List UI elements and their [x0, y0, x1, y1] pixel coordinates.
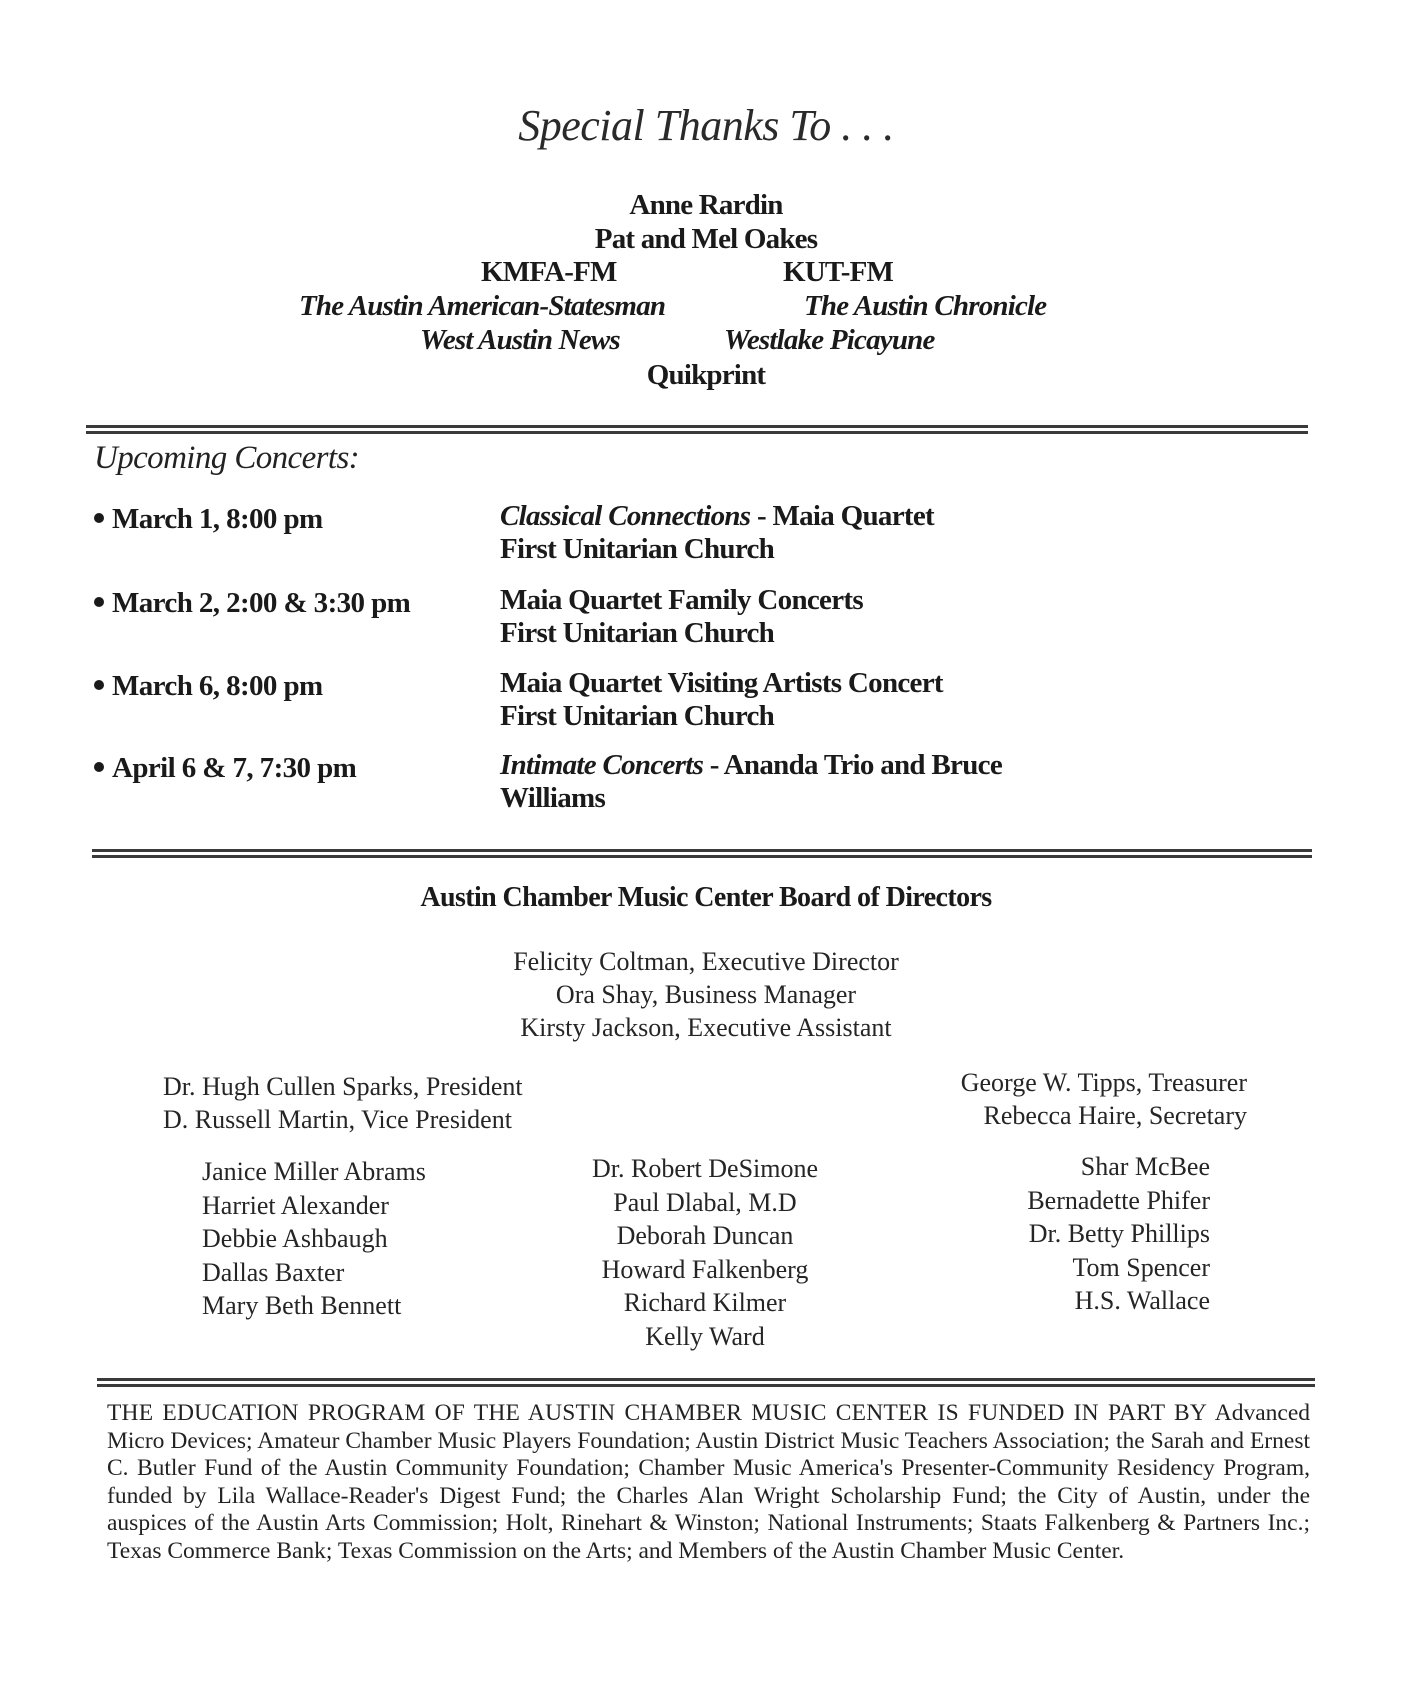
board-member: Janice Miller Abrams — [202, 1157, 426, 1186]
board-member: Mary Beth Bennett — [202, 1291, 402, 1320]
funding-paragraph — [107, 1400, 1310, 1565]
concert-date-text: March 6, 8:00 pm — [112, 670, 323, 702]
board-member: Dallas Baxter — [202, 1257, 345, 1287]
bullet-icon — [94, 597, 104, 607]
board-member: Deborah Duncan — [616, 1221, 794, 1250]
concert-item — [94, 752, 356, 785]
funding-lead: THE EDUCATION PROGRAM OF THE AUSTIN CHAMBER MUSIC CENTER IS FUNDED IN PART BY — [107, 1400, 1208, 1426]
concert-series: Classical Connections — [500, 500, 751, 532]
concert-date — [94, 752, 356, 785]
concert-date-text: March 1, 8:00 pm — [112, 503, 323, 535]
concert-date-text: March 2, 2:00 & 3:30 pm — [112, 587, 411, 619]
upcoming-concerts-heading: Upcoming Concerts: — [94, 440, 360, 476]
staff-member: Felicity Coltman, Executive Director — [513, 947, 899, 976]
concert-date — [94, 670, 323, 703]
board-member: Dr. Robert DeSimone — [591, 1154, 819, 1183]
concert-venue: First Unitarian Church — [500, 700, 775, 732]
board-member: Howard Falkenberg — [601, 1254, 809, 1284]
board-member: Dr. Betty Phillips — [1028, 1219, 1210, 1248]
board-member: Kelly Ward — [645, 1321, 765, 1351]
thanks-sponsor: KUT-FM — [783, 256, 894, 288]
thanks-sponsor: Quikprint — [646, 359, 766, 391]
board-member: Harriet Alexander — [202, 1190, 389, 1220]
concert-title — [500, 667, 943, 700]
concert-item — [94, 587, 410, 620]
officer: George W. Tipps, Treasurer — [960, 1068, 1247, 1097]
thanks-line — [0, 188, 1412, 222]
concert-date — [94, 503, 323, 536]
concert-details — [500, 749, 1002, 815]
concert-performer: - Ananda Trio and Bruce — [703, 749, 1002, 781]
board-member: Bernadette Phifer — [1027, 1185, 1210, 1215]
officer: Dr. Hugh Cullen Sparks, President — [163, 1072, 523, 1101]
concert-venue: First Unitarian Church — [500, 533, 775, 565]
section-divider — [97, 1378, 1315, 1387]
concert-item — [94, 503, 323, 536]
special-thanks-title: Special Thanks To . . . — [518, 101, 894, 150]
concert-performer: Maia Quartet Family Concerts — [500, 584, 863, 616]
section-divider — [92, 849, 1312, 858]
board-member: Richard Kilmer — [623, 1288, 787, 1317]
bullet-icon — [94, 513, 104, 523]
concert-details — [500, 584, 863, 650]
thanks-line — [0, 358, 1412, 392]
concert-venue: First Unitarian Church — [500, 617, 775, 649]
board-member: Shar McBee — [1080, 1152, 1210, 1181]
officer: D. Russell Martin, Vice President — [163, 1105, 512, 1134]
concert-title — [500, 584, 863, 617]
bullet-icon — [94, 680, 104, 690]
concert-date — [94, 587, 410, 620]
section-divider — [86, 425, 1308, 434]
members-column-1 — [202, 1155, 426, 1323]
board-member: H.S. Wallace — [1074, 1286, 1210, 1315]
funding-text: Advanced Micro Devices; Amateur Chamber Music Players Foundation; Austin District Music Teachers Association; the Sarah and Ernest C. Butler Fund of the Austin Community Foundation; Chamber Music America's Presenter-Community Residency Program, funded by Lila Wallace-Reader's Digest Fund; the Charles Alan Wright Scholarship Fund; the City of Austin, under the auspices of the Austin Arts Commission; Holt, Rinehart & Winston; National Instruments; Staats Falkenberg & Partners Inc.; Texas Commerce Bank; Texas Commission on the Arts; and Members of the Austin Chamber Music Center. — [107, 1400, 1310, 1564]
concert-performer: Maia Quartet Visiting Artists Concert — [500, 667, 943, 699]
thanks-sponsor: The Austin Chronicle — [804, 290, 1047, 322]
concert-series: Intimate Concerts — [500, 749, 704, 781]
thanks-name: Pat and Mel Oakes — [594, 223, 818, 255]
staff-member: Ora Shay, Business Manager — [555, 980, 857, 1009]
concert-venue: Williams — [500, 782, 606, 814]
concert-item — [94, 670, 323, 703]
thanks-sponsor: Westlake Picayune — [724, 324, 935, 356]
concert-details — [500, 667, 943, 733]
board-title: Austin Chamber Music Center Board of Directors — [420, 882, 992, 913]
thanks-sponsor: West Austin News — [420, 324, 620, 356]
officers-right — [961, 1066, 1247, 1132]
officers-left — [163, 1070, 523, 1136]
concert-date-text: April 6 & 7, 7:30 pm — [112, 752, 357, 784]
thanks-sponsor: KMFA-FM — [481, 256, 617, 288]
concert-performer: - Maia Quartet — [750, 500, 934, 532]
concert-title — [500, 500, 934, 533]
board-member: Debbie Ashbaugh — [202, 1224, 388, 1253]
thanks-line — [0, 222, 1412, 256]
staff-member: Kirsty Jackson, Executive Assistant — [520, 1013, 892, 1042]
staff-list — [0, 945, 1412, 1044]
members-column-3 — [1027, 1150, 1210, 1318]
officer: Rebecca Haire, Secretary — [983, 1101, 1247, 1130]
members-column-2 — [545, 1152, 865, 1353]
concert-details — [500, 500, 934, 566]
concert-title — [500, 749, 1002, 782]
thanks-name: Anne Rardin — [629, 189, 783, 221]
board-member: Tom Spencer — [1072, 1252, 1210, 1282]
board-member: Paul Dlabal, M.D — [613, 1187, 797, 1217]
bullet-icon — [94, 762, 104, 772]
thanks-sponsor: The Austin American-Statesman — [299, 290, 666, 322]
